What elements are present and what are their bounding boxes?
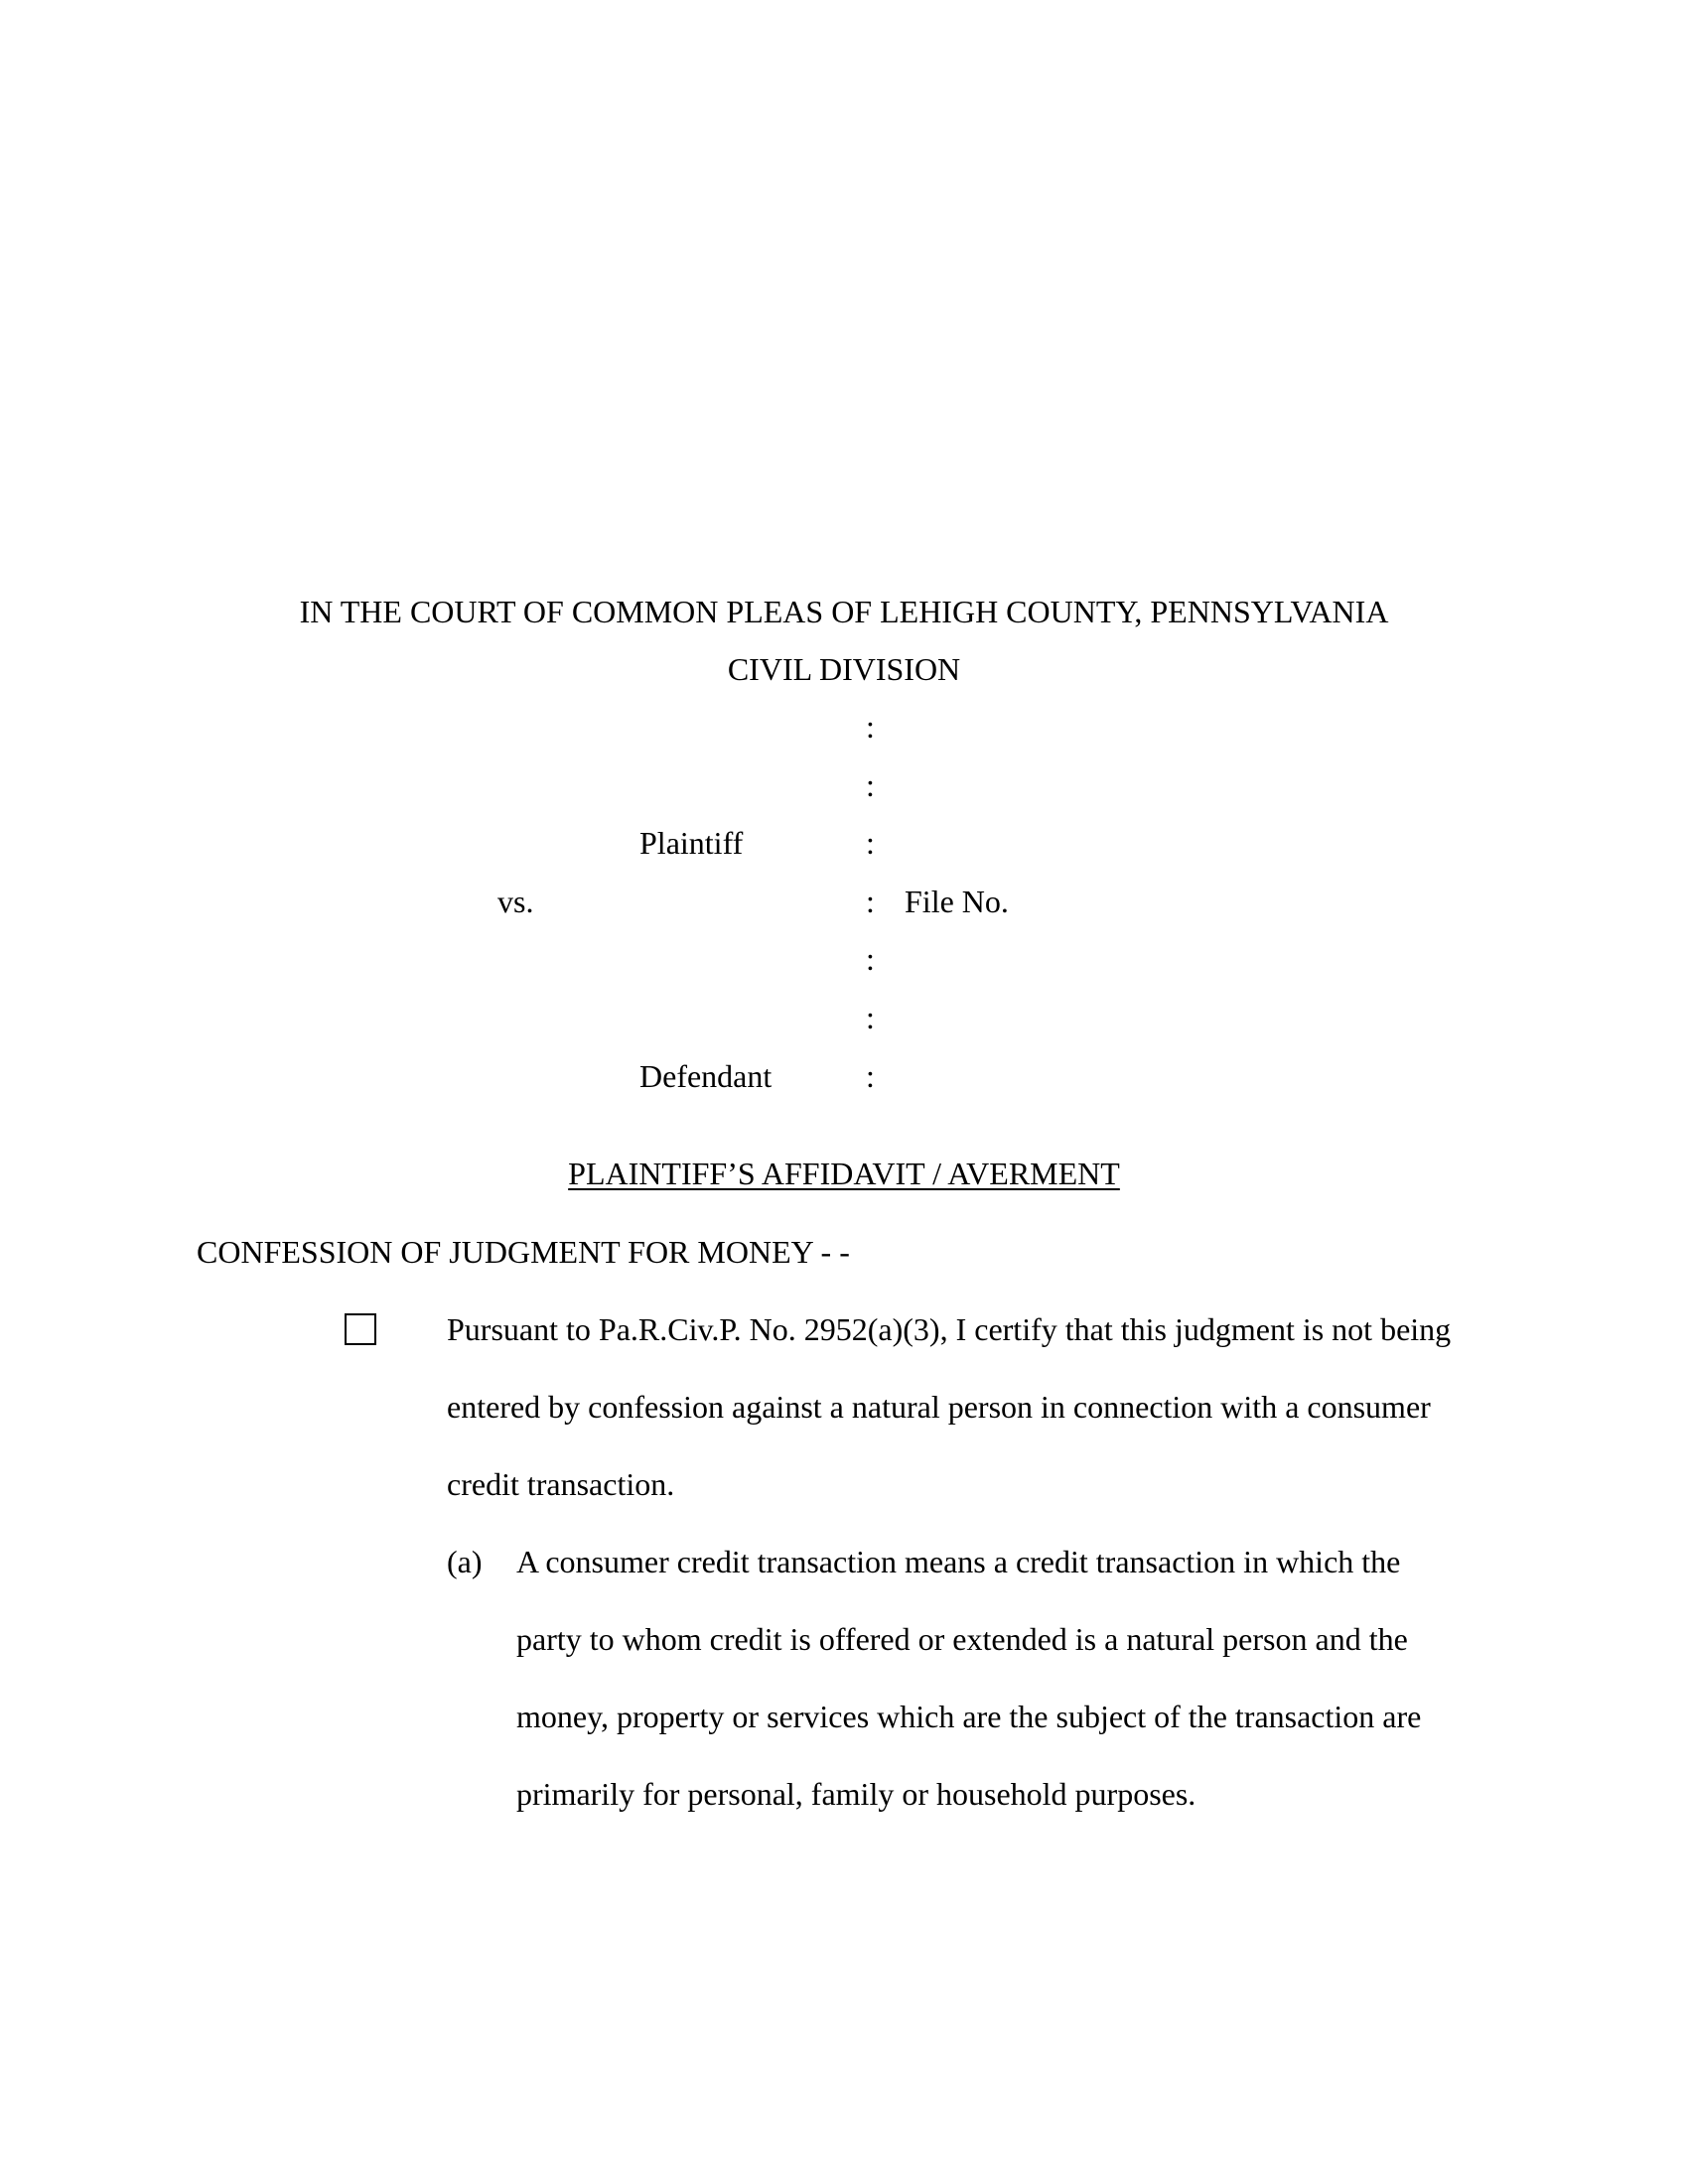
caption-colon: : [866, 709, 875, 745]
court-heading: IN THE COURT OF COMMON PLEAS OF LEHIGH COUNTY, PENNSYLVANIA [299, 594, 1389, 629]
caption-colon: : [866, 767, 875, 803]
caption-colon: : [866, 825, 875, 861]
file-no-label: File No. [905, 884, 1009, 919]
certification-line: credit transaction. [447, 1466, 675, 1502]
subitem-line: party to whom credit is offered or extended is a natural person and the [516, 1621, 1408, 1657]
vs-label: vs. [497, 884, 534, 919]
caption-colon: : [866, 1000, 875, 1035]
certification-line: entered by confession against a natural person in connection with a consumer [447, 1389, 1431, 1425]
certification-line: Pursuant to Pa.R.Civ.P. No. 2952(a)(3), I certify that this judgment is not being [447, 1311, 1452, 1347]
plaintiff-label: Plaintiff [639, 825, 744, 861]
caption-colon: : [866, 1058, 875, 1094]
subitem-line: primarily for personal, family or household purposes. [516, 1776, 1196, 1812]
subitem-line: A consumer credit transaction means a credit transaction in which the [516, 1544, 1401, 1579]
subitem-marker: (a) [447, 1544, 483, 1579]
caption-colon: : [866, 941, 875, 977]
document-title-text: PLAINTIFF’S AFFIDAVIT / AVERMENT [568, 1156, 1120, 1191]
caption-colon: : [866, 884, 875, 919]
certification-checkbox[interactable] [345, 1313, 376, 1345]
division-heading: CIVIL DIVISION [727, 651, 961, 687]
defendant-label: Defendant [639, 1058, 773, 1094]
document-title [0, 1158, 1688, 1189]
subitem-line: money, property or services which are the subject of the transaction are [516, 1699, 1422, 1734]
section-heading: CONFESSION OF JUDGMENT FOR MONEY - - [197, 1234, 850, 1270]
